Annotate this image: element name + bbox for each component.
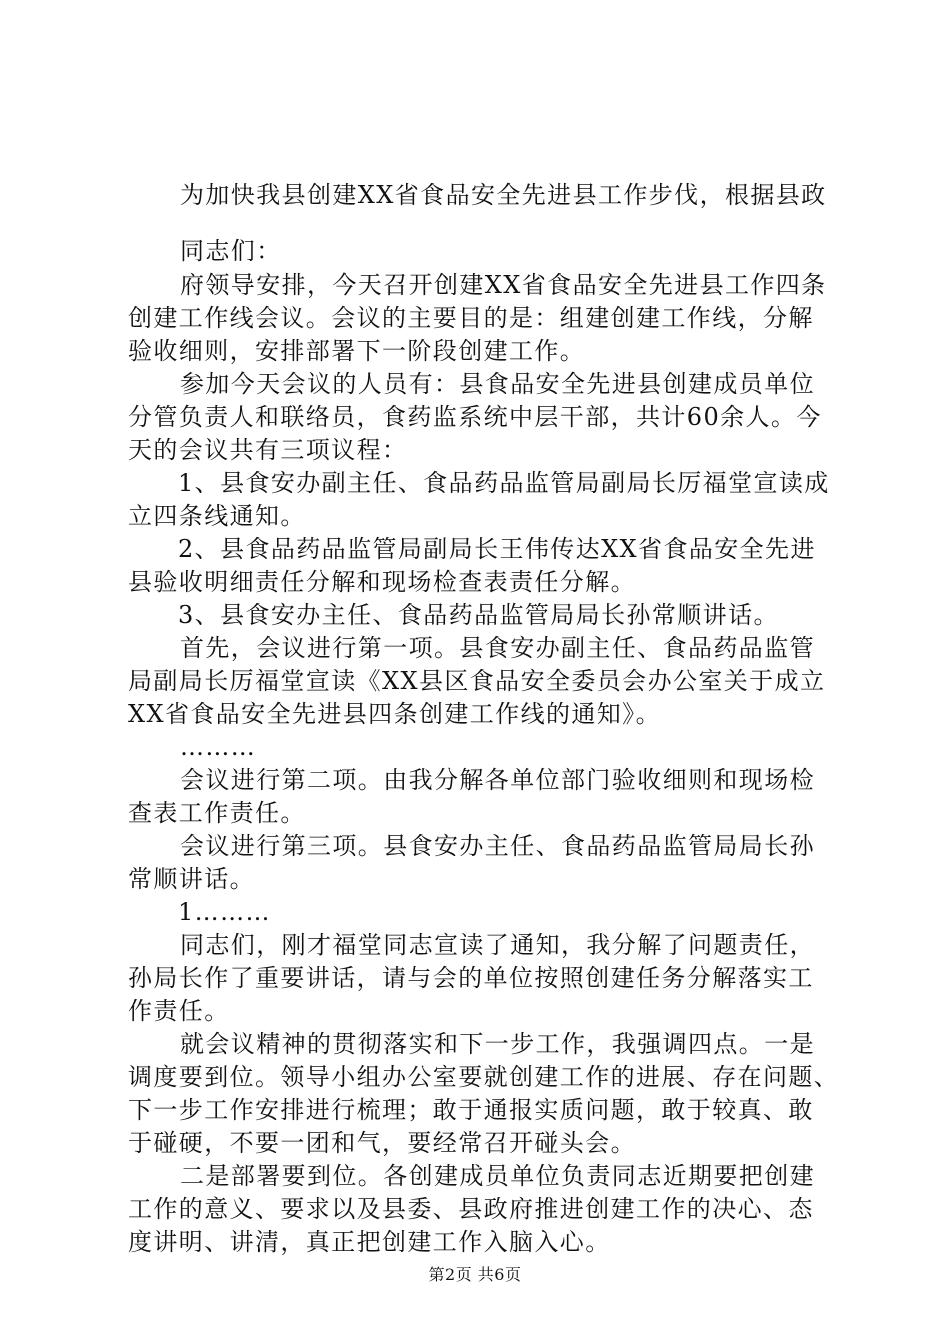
ellipsis-line: ……… [180,733,257,761]
paragraph-line: 工作的意义、要求以及县委、县政府推进创建工作的决心、态 [128,1195,814,1223]
paragraph-line: 验收细则，安排部署下一阶段创建工作。 [128,337,586,365]
paragraph-line: 参加今天会议的人员有：县食品安全先进县创建成员单位 [180,370,815,398]
agenda-item-line: 立四条线通知。 [128,502,306,530]
paragraph-line: 天的会议共有三项议程： [128,436,408,464]
paragraph-line: 作责任。 [128,997,230,1025]
paragraph-line: 度讲明、讲清，真正把创建工作入脑入心。 [128,1228,611,1256]
paragraph-line: 孙局长作了重要讲话，请与会的单位按照创建任务分解落实工 [128,964,814,992]
paragraph-line: 创建工作线会议。会议的主要目的是：组建创建工作线，分解 [128,304,814,332]
paragraph-line: 会议进行第三项。县食安办主任、食品药品监管局局长孙 [180,832,815,860]
agenda-item-line: 3、县食安办主任、食品药品监管局局长孙常顺讲话。 [178,601,779,629]
paragraph-line: 分管负责人和联络员，食药监系统中层干部，共计60余人。今 [128,403,822,431]
paragraph-line: 二是部署要到位。各创建成员单位负责同志近期要把创建 [180,1162,815,1190]
salutation-line: 同志们： [180,237,282,265]
paragraph-line: 常顺讲话。 [128,865,255,893]
paragraph-line: 下一步工作安排进行梳理；敢于通报实质问题，敢于较真、敢 [128,1096,814,1124]
agenda-item-line: 县验收明细责任分解和现场检查表责任分解。 [128,568,636,596]
paragraph-line: 府领导安排，今天召开创建XX省食品安全先进县工作四条 [180,271,827,299]
paragraph-line: 首先，会议进行第一项。县食安办副主任、食品药品监管 [180,634,815,662]
paragraph-line: 为加快我县创建XX省食品安全先进县工作步伐，根据县政 [180,181,827,209]
paragraph-line: 会议进行第二项。由我分解各单位部门验收细则和现场检 [180,766,815,794]
agenda-item-line: 1、县食安办副主任、食品药品监管局副局长厉福堂宣读成 [178,469,830,497]
paragraph-line: 就会议精神的贯彻落实和下一步工作，我强调四点。一是 [180,1030,815,1058]
paragraph-line: 查表工作责任。 [128,799,306,827]
paragraph-line: XX省食品安全先进县四条创建工作线的通知》。 [128,700,661,728]
ellipsis-line: 1……… [178,898,271,926]
page-number-footer: 第2页 共6页 [428,1265,522,1284]
paragraph-line: 调度要到位。领导小组办公室要就创建工作的进展、存在问题、 [128,1063,840,1091]
paragraph-line: 于碰硬，不要一团和气，要经常召开碰头会。 [128,1129,636,1157]
agenda-item-line: 2、县食品药品监管局副局长王伟传达XX省食品安全先进 [178,535,816,563]
paragraph-line: 局副局长厉福堂宣读《XX县区食品安全委员会办公室关于成立 [128,667,826,695]
paragraph-line: 同志们，刚才福堂同志宣读了通知，我分解了问题责任， [180,931,815,959]
